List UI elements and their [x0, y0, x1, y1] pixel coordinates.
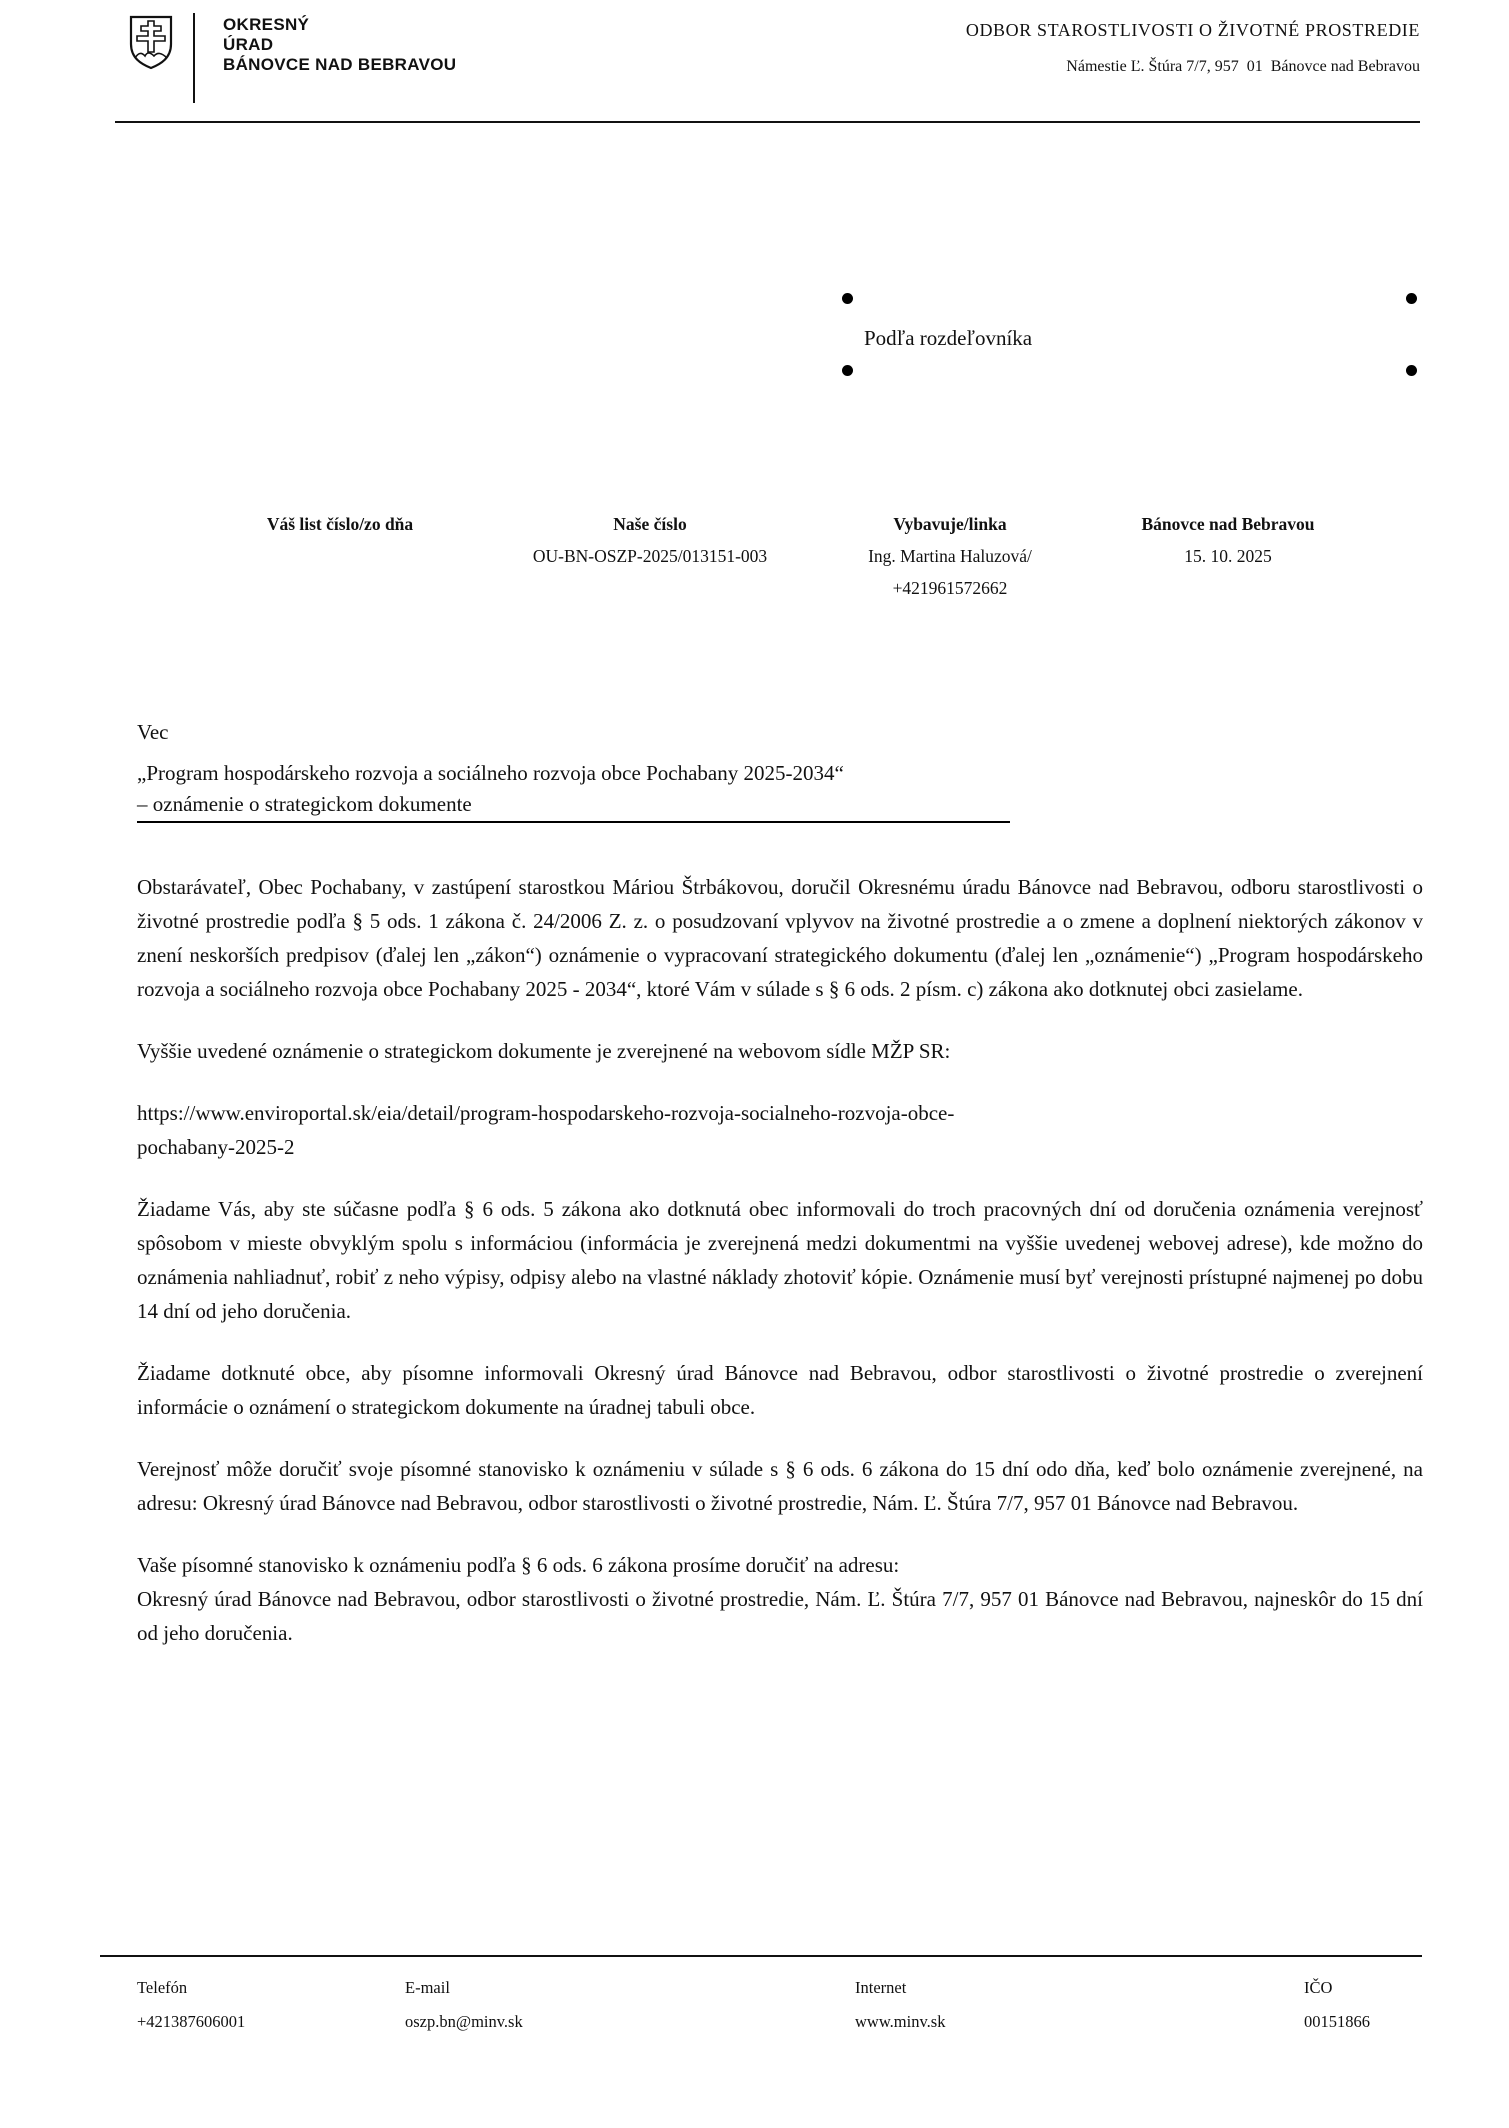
paragraph-public-opinion: Verejnosť môže doručiť svoje písomné stanovisko k oznámeniu v súlade s § 6 ods. 6 zákona do 15 dní odo dňa, keď bolo oznámenie zverejnené, na adresu: Okresný úrad Bánovce nad Bebravou, odbor starostlivosti o životné prostredie, Nám. Ľ. Štúra 7/7, 957 01 Bánovce nad Bebravou. [137, 1457, 1423, 1515]
subject-block [137, 720, 1010, 823]
ref-col-handled-by-phone: +421961572662 [892, 578, 1008, 598]
distribution-note: Podľa rozdeľovníka [864, 326, 1033, 350]
enviroportal-url-line-1: https://www.enviroportal.sk/eia/detail/program-hospodarskeho-rozvoja-socialneho-rozvoja-obce- [137, 1101, 955, 1125]
footer-phone-value: +421387606001 [137, 2012, 246, 2031]
subject-line-2: – oznámenie o strategickom dokumente [137, 792, 1010, 823]
ref-col-our-number-value: OU-BN-OSZP-2025/013151-003 [532, 546, 768, 566]
subject-line-1: „Program hospodárskeho rozvoja a sociálneho rozvoja obce Pochabany 2025-2034“ [137, 761, 844, 785]
header-rule [115, 121, 1420, 123]
ref-col-place-label: Bánovce nad Bebravou [1141, 514, 1315, 534]
paragraph-send-opinion-address: Okresný úrad Bánovce nad Bebravou, odbor starostlivosti o životné prostredie, Nám. Ľ. Štúra 7/7, 957 01 Bánovce nad Bebravou, najneskôr do 15 dní od jeho doručenia. [137, 1587, 1423, 1645]
footer-ico-label: IČO [1304, 1978, 1333, 1997]
footer-email-label: E-mail [405, 1978, 450, 1997]
ref-col-handled-by-name: Ing. Martina Haluzová/ [868, 546, 1032, 566]
footer-ico-value: 00151866 [1304, 2012, 1370, 2031]
subject-label: Vec [137, 720, 169, 744]
paragraph-request-inform-public: Žiadame Vás, aby ste súčasne podľa § 6 ods. 5 zákona ako dotknutá obec informovali do troch pracovných dní od doručenia oznámenia verejnosť spôsobom v mieste obvyklým spolu s informáciou (informácia je zverejnená medzi dokumentmi na vyššie uvedenej webovej adrese), kde možno do oznámenia nahliadnuť, robiť z neho výpisy, odpisy alebo na vlastné náklady zhotoviť kópie. Oznámenie musí byť verejnosti prístupné najmenej po dobu 14 dní od jeho doručenia. [137, 1197, 1423, 1323]
paragraph-intro: Obstarávateľ, Obec Pochabany, v zastúpení starostkou Máriou Štrbákovou, doručil Okresnému úradu Bánovce nad Bebravou, odboru starostlivosti o životné prostredie podľa § 5 ods. 1 zákona č. 24/2006 Z. z. o posudzovaní vplyvov na životné prostredie a o zmene a doplnení niektorých zákonov v znení neskorších predpisov (ďalej len „zákon“) oznámenie o vypracovaní strategického dokumentu (ďalej len „oznámenie“) „Program hospodárskeho rozvoja a sociálneho rozvoja obce Pochabany 2025 - 2034“, ktoré Vám v súlade s § 6 ods. 2 písm. c) zákona ako dotknutej obci zasielame. [137, 875, 1423, 1001]
ref-col-your-letter [225, 508, 455, 540]
footer-rule [100, 1955, 1422, 1957]
org-name-line-3: BÁNOVCE NAD BEBRAVOU [223, 55, 457, 74]
ref-col-our-number [480, 508, 820, 572]
ref-col-handled-by [810, 508, 1090, 604]
bullet-mark [1406, 365, 1417, 376]
footer-phone-label: Telefón [137, 1978, 188, 1997]
department-title: ODBOR STAROSTLIVOSTI O ŽIVOTNÉ PROSTREDIE [965, 20, 1420, 40]
org-name-line-1: OKRESNÝ [223, 15, 310, 34]
header-address: Námestie Ľ. Štúra 7/7, 957 01 Bánovce nad Bebravou [1066, 58, 1420, 75]
ref-col-handled-by-label: Vybavuje/linka [893, 514, 1007, 534]
bullet-mark [842, 293, 853, 304]
ref-col-our-number-label: Naše číslo [613, 514, 687, 534]
footer-internet-label: Internet [855, 1978, 907, 1997]
slovak-coat-of-arms-icon [128, 14, 174, 71]
org-name-line-2: ÚRAD [223, 35, 274, 54]
footer-email-value: oszp.bn@minv.sk [405, 2012, 523, 2031]
logo-divider [193, 13, 195, 103]
ref-col-date-value: 15. 10. 2025 [1184, 546, 1272, 566]
letter-body [137, 870, 1423, 1678]
ref-col-your-letter-label: Váš list číslo/zo dňa [266, 514, 414, 534]
paragraph-request-notice-board: Žiadame dotknuté obce, aby písomne informovali Okresný úrad Bánovce nad Bebravou, odbor starostlivosti o životné prostredie o zverejnení informácie o oznámení o strategickom dokumente na úradnej tabuli obce. [137, 1361, 1423, 1419]
paragraph-send-opinion-intro: Vaše písomné stanovisko k oznámeniu podľa § 6 ods. 6 zákona prosíme doručiť na adresu: [137, 1553, 900, 1577]
bullet-mark [842, 365, 853, 376]
bullet-mark [1406, 293, 1417, 304]
org-name [223, 15, 456, 75]
paragraph-publication-note: Vyššie uvedené oznámenie o strategickom dokumente je zverejnené na webovom sídle MŽP SR: [137, 1039, 951, 1063]
enviroportal-url-line-2: pochabany-2025-2 [137, 1135, 295, 1159]
ref-col-place-date [1088, 508, 1368, 572]
footer-internet-value: www.minv.sk [855, 2012, 946, 2031]
